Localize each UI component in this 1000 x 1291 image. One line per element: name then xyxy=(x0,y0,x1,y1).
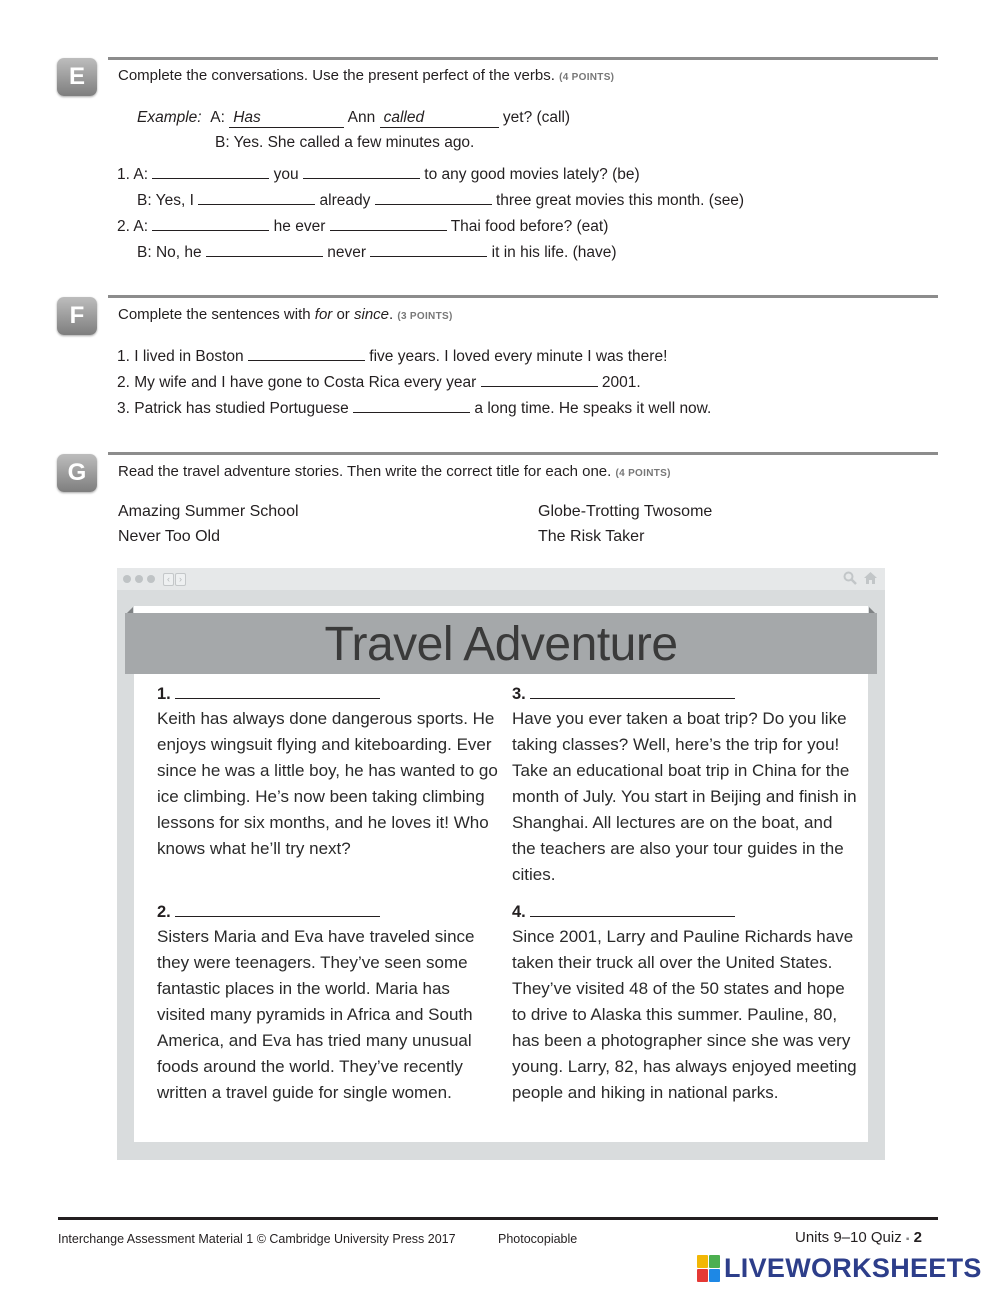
e-item-1-a: 1. A: you to any good movies lately? (be) xyxy=(117,166,640,183)
section-f-rule xyxy=(108,295,938,298)
section-e-rule xyxy=(108,57,938,60)
example-fill-2: called xyxy=(380,109,499,128)
f-item-2: 2. My wife and I have gone to Costa Rica every year 2001. xyxy=(117,374,641,391)
section-g-rule xyxy=(108,452,938,455)
answer-blank[interactable] xyxy=(248,346,365,361)
search-icon[interactable] xyxy=(843,571,857,588)
story-3-text: Have you ever taken a boat trip? Do you like taking classes? Well, here’s the trip for you! Take an educational boat trip in China for the month of July. You start in Beijing and finish in Shanghai. All lectures are on the boat, and the teachers are also your tour guides in the cities. xyxy=(512,709,857,884)
title-option: Amazing Summer School xyxy=(118,503,299,520)
section-g-points: (4 POINTS) xyxy=(615,468,671,479)
story-2-text: Sisters Maria and Eva have traveled since they were teenagers. They’ve seen some fantastic places in the world. Maria has visited many pyramids in Africa and South America, and Eva has tried many unusual foods around the world. They’ve recently written a travel guide for single women. xyxy=(157,927,475,1102)
e-item-2-b: B: No, he never it in his life. (have) xyxy=(137,244,617,261)
answer-blank[interactable] xyxy=(206,242,323,257)
answer-blank[interactable] xyxy=(175,684,380,699)
answer-blank[interactable] xyxy=(370,242,487,257)
answer-blank[interactable] xyxy=(330,216,447,231)
banner xyxy=(125,613,877,674)
footer-copyright: Interchange Assessment Material 1 © Cambridge University Press 2017 xyxy=(58,1232,456,1246)
section-g-badge: G xyxy=(57,454,97,492)
section-f-badge: F xyxy=(57,297,97,335)
answer-blank[interactable] xyxy=(530,902,735,917)
section-e-badge: E xyxy=(57,58,97,96)
example-line-b: B: Yes. She called a few minutes ago. xyxy=(215,134,475,151)
story-4-heading: 4. xyxy=(512,902,735,922)
section-f-instruction: Complete the sentences with for or since. (3 POINTS) xyxy=(118,306,453,323)
answer-blank[interactable] xyxy=(175,902,380,917)
logo-tiles-icon xyxy=(697,1255,721,1283)
answer-blank[interactable] xyxy=(198,190,315,205)
answer-blank[interactable] xyxy=(530,684,735,699)
story-3-heading: 3. xyxy=(512,684,735,704)
f-item-3: 3. Patrick has studied Portuguese a long time. He speaks it well now. xyxy=(117,400,712,417)
story-1-heading: 1. xyxy=(157,684,380,704)
title-option: Never Too Old xyxy=(118,528,220,545)
browser-toolbar xyxy=(117,568,885,590)
home-icon[interactable] xyxy=(863,571,878,588)
section-f-points: (3 POINTS) xyxy=(397,311,453,322)
section-g-instruction: Read the travel adventure stories. Then write the correct title for each one. (4 POINTS) xyxy=(118,463,671,480)
footer-photocopiable: Photocopiable xyxy=(498,1232,578,1246)
example-line-a: Example: A: Has Ann called yet? (call) xyxy=(137,109,571,126)
window-dot xyxy=(147,575,155,583)
title-option: The Risk Taker xyxy=(538,528,645,545)
title-option: Globe-Trotting Twosome xyxy=(538,503,713,520)
window-dot xyxy=(135,575,143,583)
answer-blank[interactable] xyxy=(375,190,492,205)
logo-text: LIVEWORKSHEETS xyxy=(724,1253,982,1283)
footer-quiz: Units 9–10 Quiz ▪ 2 xyxy=(795,1229,922,1246)
section-e-instruction: Complete the conversations. Use the present perfect of the verbs. (4 POINTS) xyxy=(118,67,615,84)
answer-blank[interactable] xyxy=(152,216,269,231)
f-item-1: 1. I lived in Boston five years. I loved every minute I was there! xyxy=(117,348,668,365)
footer-rule xyxy=(58,1217,938,1220)
answer-blank[interactable] xyxy=(481,372,598,387)
banner-title: Travel Adventure xyxy=(324,618,678,671)
answer-blank[interactable] xyxy=(303,164,420,179)
page-number: 2 xyxy=(913,1229,922,1246)
section-e-points: (4 POINTS) xyxy=(559,72,615,83)
example-fill-1: Has xyxy=(229,109,344,128)
liveworksheets-logo xyxy=(697,1253,992,1285)
example-label: Example: xyxy=(137,109,202,126)
story-2-heading: 2. xyxy=(157,902,380,922)
answer-blank[interactable] xyxy=(152,164,269,179)
window-dot xyxy=(123,575,131,583)
story-4-text: Since 2001, Larry and Pauline Richards have taken their truck all over the United States. They’ve visited 48 of the 50 states and hope to drive to Alaska this summer. Pauline, 80, has been a photographer since she was very young. Larry, 82, has always enjoyed meeting people and hiking in national parks. xyxy=(512,927,857,1102)
story-1-text: Keith has always done dangerous sports. He enjoys wingsuit flying and kiteboarding. Ever since he was a little boy, he has wanted to go ice climbing. He’s now been taking climbing lessons for six months, and he loves it! Who knows what he’ll try next? xyxy=(157,709,498,858)
e-item-2-a: 2. A: he ever Thai food before? (eat) xyxy=(117,218,609,235)
e-item-1-b: B: Yes, I already three great movies this month. (see) xyxy=(137,192,745,209)
browser-frame xyxy=(117,568,885,1160)
forward-icon[interactable]: › xyxy=(175,573,186,586)
back-icon[interactable]: ‹ xyxy=(163,573,174,586)
answer-blank[interactable] xyxy=(353,398,470,413)
